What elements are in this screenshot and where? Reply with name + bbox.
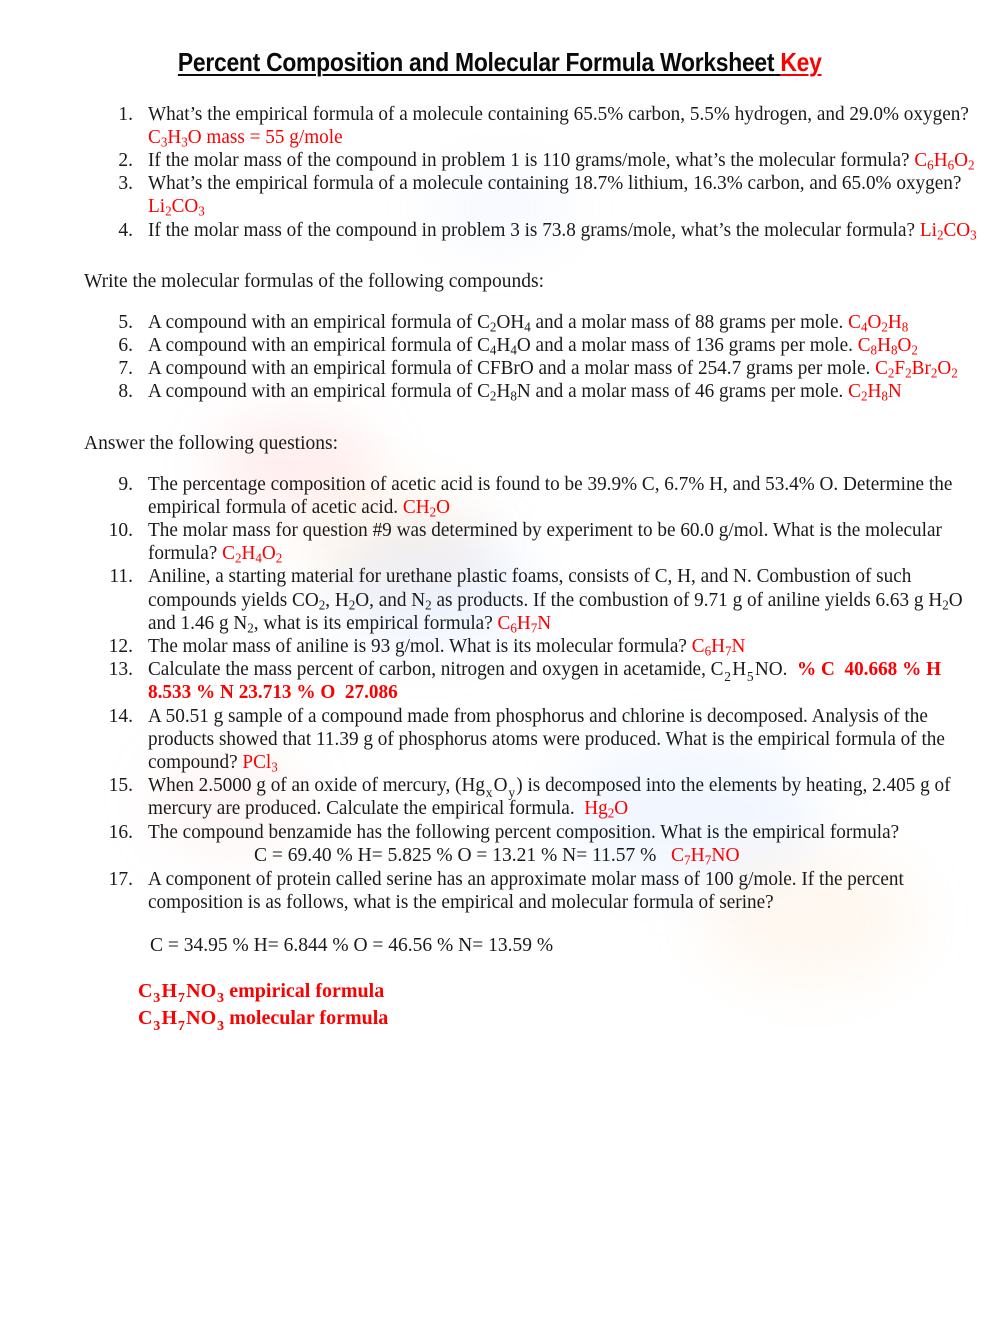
serine-composition-line [150, 934, 1000, 958]
question-item [0, 219, 1000, 242]
question-item [0, 705, 1000, 775]
answer-text: $C_2F_2Br_2O_2$ [875, 358, 958, 381]
question-body: The molar mass for question #9 was determined by experiment to be 60.0 g/mol. What is the molecular formula? $C_2H_4O_2$ [148, 519, 942, 566]
final-answers-block [138, 978, 1000, 1033]
question-list-9-17 [0, 473, 1000, 914]
question-item [0, 565, 1000, 635]
section-lead-molecular: Write the molecular formulas of the following compounds: [84, 270, 545, 292]
question-number: 12. [108, 635, 133, 657]
question-body: If the molar mass of the compound in problem 3 is 73.8 grams/mole, what’s the molecular formula? $Li_2CO_3$ [148, 219, 977, 243]
question-body: A compound with an empirical formula of $C_4H_4O$ and a molar mass of 136 grams per mole. $C_8H_8O_2$ [148, 334, 918, 358]
question-item [0, 149, 1000, 172]
answer-text: $C_6H_6O_2$ [914, 150, 975, 173]
question-item [0, 635, 1000, 658]
question-item [0, 658, 1000, 704]
page-title [0, 48, 1000, 77]
question-number: 15. [108, 775, 133, 797]
question-body: A compound with an empirical formula of $C_2H_8N$ and a molar mass of 46 grams per mole. $C_2H_8N$ [148, 381, 902, 405]
question-body: The molar mass of aniline is 93 g/mol. What is its molecular formula? $C_6H_7N$ [148, 635, 746, 659]
question-item [0, 380, 1000, 403]
question-item [0, 172, 1000, 218]
question-number: 7. [118, 358, 133, 380]
question-item [0, 473, 1000, 519]
final-answer-molecular-label: molecular formula [229, 1007, 389, 1030]
answer-text: $C_6H_7N$ [691, 635, 746, 659]
composition-line [254, 844, 1000, 868]
question-number: 8. [118, 381, 133, 403]
question-list-1-4 [0, 103, 1000, 242]
question-body: A compound with an empirical formula of $C_2OH_4$ and a molar mass of 88 grams per mole. $C_4O_2H_8$ [148, 311, 909, 335]
answer-text: $C_4O_2H_8$ [848, 311, 909, 335]
question-body: Aniline, a starting material for urethane plastic foams, consists of C, H, and N. Combustion of such compounds yields $CO_2$, $H_2O$, and $N_2$ as products. If the combustion of 9.71 g of aniline yields 6.63 g $H_2O$ and 1.46 g $N_2$, what is its empirical formula? $C_6H_7N$ [148, 566, 963, 636]
question-item [0, 334, 1000, 357]
answer-text: $C_7H_7NO$ [671, 844, 740, 868]
page-title-key: Key [780, 47, 822, 77]
question-item [0, 868, 1000, 914]
answer-text: $Li_2CO_3$ [148, 196, 205, 220]
final-answer-empirical-label: empirical formula [229, 979, 385, 1002]
answer-text: $Li_2CO_3$ [919, 219, 977, 243]
question-number: 4. [118, 219, 133, 241]
question-body: Calculate the mass percent of carbon, nitrogen and oxygen in acetamide, $C_2H_5NO$. % C 40.668 % H 8.533 % N 23.713 % O 27.086 [148, 659, 946, 704]
question-body: A 50.51 g sample of a compound made from phosphorus and chlorine is decomposed. Analysis of the products showed that 11.39 g of phosphorus atoms were produced. What is the empirical formula of the compound? PCl$_3$ [148, 705, 945, 775]
answer-text: % C 40.668 % H 8.533 % N 23.713 % O 27.086 [148, 659, 946, 704]
answer-text: PCl$_3$ [242, 751, 278, 775]
question-number: 16. [108, 821, 133, 843]
question-item [0, 774, 1000, 820]
question-number: 13. [108, 659, 133, 681]
final-answer-empirical: $C_3H_7NO_3$ empirical formula [138, 979, 385, 1007]
answer-text: $C_2H_8N$ [848, 381, 902, 405]
final-answer-molecular: $C_3H_7NO_3$ molecular formula [138, 1007, 389, 1034]
question-list-5-8 [0, 311, 1000, 404]
answer-text: $C_3H_3O$ mass = 55 g/mole [148, 126, 343, 150]
answer-text: $C_2H_4O_2$ [222, 543, 283, 566]
answer-text: $C_8H_8O_2$ [857, 334, 918, 358]
question-number: 3. [118, 173, 133, 195]
composition-values: C = 69.40 % H= 5.825 % O = 13.21 % N= 11.57 % [254, 844, 657, 866]
answer-text: $Hg_2O$ [584, 798, 629, 822]
question-body: A component of protein called serine has an approximate molar mass of 100 g/mole. If the percent composition is as follows, what is the empirical and molecular formula of serine? [148, 868, 904, 913]
question-number: 1. [118, 103, 133, 125]
question-body: What’s the empirical formula of a molecule containing 18.7% lithium, 16.3% carbon, and 65.0% oxygen? $Li_2CO_3$ [148, 173, 962, 220]
question-item [0, 311, 1000, 334]
question-body: The compound benzamide has the following percent composition. What is the empirical formula? [148, 821, 900, 843]
question-body: A compound with an empirical formula of CFBrO and a molar mass of 254.7 grams per mole. $C_2F_2Br_2O_2$ [148, 358, 958, 381]
section-lead-answer: Answer the following questions: [84, 432, 339, 454]
question-number: 6. [118, 334, 133, 356]
answer-text: $C_6H_7N$ [497, 612, 552, 636]
question-item [0, 103, 1000, 149]
answer-text: $CH_2O$ [402, 496, 451, 520]
question-item [0, 357, 1000, 380]
question-number: 14. [108, 705, 133, 727]
question-body: The percentage composition of acetic acid is found to be 39.9% C, 6.7% H, and 53.4% O. Determine the empirical formula of acetic acid. $CH_2O$ [148, 473, 953, 520]
page-title-main: Percent Composition and Molecular Formula Worksheet [178, 47, 775, 77]
question-number: 9. [118, 473, 133, 495]
worksheet-page [0, 48, 1000, 1033]
question-number: 5. [118, 311, 133, 333]
question-item [0, 821, 1000, 868]
question-number: 2. [118, 150, 133, 171]
question-number: 10. [108, 519, 133, 541]
question-number: 17. [108, 868, 133, 890]
question-body: When 2.5000 g of an oxide of mercury, $(Hg_xO_y)$ is decomposed into the elements by heating, 2.405 g of mercury are produced. Calculate the empirical formula. $Hg_2O$ [148, 775, 951, 822]
question-item [0, 519, 1000, 565]
question-body: What’s the empirical formula of a molecule containing 65.5% carbon, 5.5% hydrogen, and 29.0% oxygen? $C_3H_3O$ mass = 55 g/mole [148, 103, 969, 150]
composition-values: C = 34.95 % H= 6.844 % O = 46.56 % N= 13.59 % [150, 934, 554, 956]
question-number: 11. [109, 566, 133, 588]
question-body: If the molar mass of the compound in problem 1 is 110 grams/mole, what’s the molecular formula? $C_6H_6O_2$ [148, 150, 975, 173]
